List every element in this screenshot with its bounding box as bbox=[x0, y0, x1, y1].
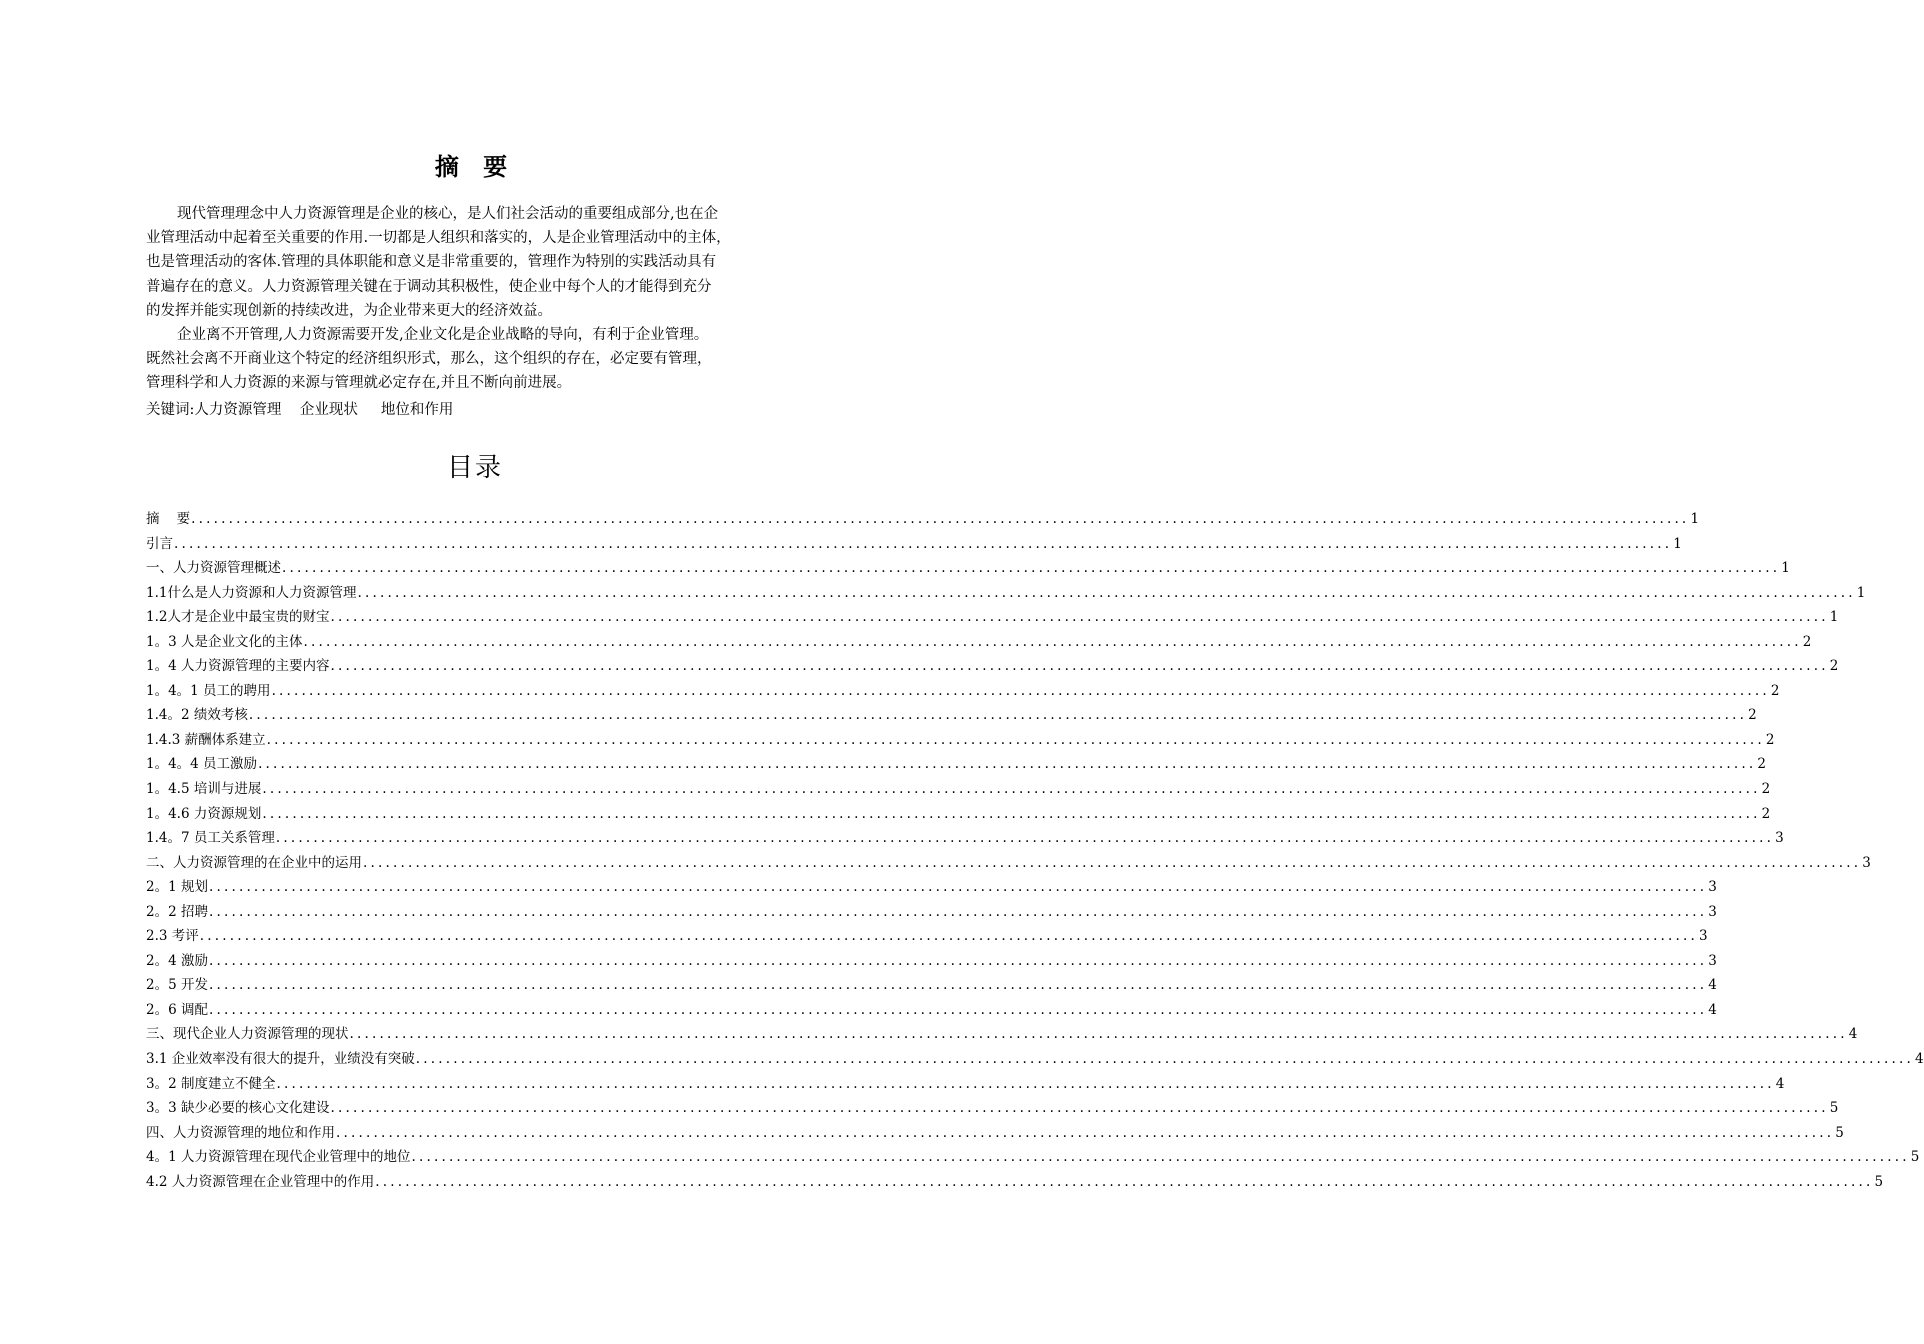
toc-entry-title: 1.4。7 员工关系管理 bbox=[146, 830, 275, 847]
toc-entry-title: 1.2人才是企业中最宝贵的财宝 bbox=[146, 609, 330, 626]
toc-entry[interactable] bbox=[146, 900, 1717, 925]
toc-entry-title: 1。4。4 员工激励 bbox=[146, 756, 258, 773]
toc-entry-title: 四、人力资源管理的地位和作用 bbox=[146, 1124, 335, 1141]
toc-entry[interactable] bbox=[146, 777, 1771, 802]
toc-entry[interactable] bbox=[146, 1170, 1884, 1195]
toc-entry-page: 3 bbox=[1699, 928, 1708, 945]
toc-entry-title: 1。4。1 员工的聘用 bbox=[146, 682, 271, 699]
toc-entry-title: 2。5 开发 bbox=[146, 977, 208, 994]
toc-leader-dots: ........................................................................................................................................................................................................ bbox=[330, 1100, 1829, 1117]
toc-entry-title: 1。4.6 力资源规划 bbox=[146, 805, 262, 822]
toc-leader-dots: ........................................................................................................................................................................................................ bbox=[208, 952, 1708, 969]
toc-entry-title: 引言 bbox=[146, 535, 173, 552]
toc-leader-dots: ........................................................................................................................................................................................................ bbox=[330, 658, 1829, 675]
toc-leader-dots: ........................................................................................................................................................................................................ bbox=[330, 609, 1829, 626]
toc-entry-title: 一、人力资源管理概述 bbox=[146, 560, 281, 577]
abstract-line: 现代管理理念中人力资源管理是企业的核心，是人们社会活动的重要组成部分,也在企 bbox=[177, 206, 719, 222]
toc-entry[interactable] bbox=[146, 924, 1708, 949]
toc-entry-page: 1 bbox=[1673, 535, 1682, 552]
abstract-title: 摘 要 bbox=[434, 153, 516, 181]
toc-entry[interactable] bbox=[146, 1072, 1785, 1097]
toc-entry-page: 2 bbox=[1765, 731, 1775, 748]
toc-entry-title: 2。2 招聘 bbox=[146, 903, 208, 920]
toc-entry-page: 1 bbox=[1829, 609, 1839, 626]
toc-leader-dots: ........................................................................................................................................................................................................ bbox=[208, 977, 1708, 994]
toc-entry-title: 3.1 企业效率没有很大的提升，业绩没有突破 bbox=[146, 1051, 415, 1068]
toc-entry-page: 3 bbox=[1708, 952, 1717, 969]
toc-entry[interactable] bbox=[146, 802, 1771, 827]
toc-leader-dots: ........................................................................................................................................................................................................ bbox=[258, 756, 1757, 773]
toc-leader-dots: ........................................................................................................................................................................................................ bbox=[199, 928, 1699, 945]
abstract-line: 企业离不开管理,人力资源需要开发,企业文化是企业战略的导向，有利于企业管理。 bbox=[177, 326, 709, 343]
toc-entry-title: 4.2 人力资源管理在企业管理中的作用 bbox=[146, 1173, 375, 1190]
toc-entry-page: 2 bbox=[1761, 805, 1771, 822]
toc-entry[interactable] bbox=[146, 556, 1790, 581]
toc-leader-dots: ........................................................................................................................................................................................................ bbox=[282, 560, 1781, 577]
toc-entry-title: 摘 要 bbox=[146, 511, 191, 527]
abstract-line: 的发挥并能实现创新的持续改进，为企业带来更大的经济效益。 bbox=[146, 302, 552, 319]
toc-entry-page: 2 bbox=[1802, 633, 1812, 650]
toc-leader-dots: ........................................................................................................................................................................................................ bbox=[262, 781, 1761, 798]
toc-entry[interactable] bbox=[146, 875, 1717, 900]
toc-entry[interactable] bbox=[146, 532, 1682, 557]
abstract-body bbox=[146, 202, 814, 396]
toc-leader-dots: ........................................................................................................................................................................................................ bbox=[411, 1149, 1910, 1166]
keywords-line: 关键词:人力资源管理 企业现状 地位和作用 bbox=[146, 402, 454, 418]
toc-leader-dots: ........................................................................................................................................................................................................ bbox=[349, 1026, 1848, 1043]
toc-entry[interactable] bbox=[146, 973, 1717, 998]
toc-entry-title: 二、人力资源管理的在企业中的运用 bbox=[146, 854, 362, 871]
toc-entry-title: 1.4.3 薪酬体系建立 bbox=[146, 731, 266, 748]
toc-entry-page: 5 bbox=[1910, 1149, 1920, 1166]
toc-entry-title: 3。2 制度建立不健全 bbox=[146, 1075, 276, 1092]
toc-entry[interactable] bbox=[146, 703, 1757, 728]
toc-entry[interactable] bbox=[146, 654, 1839, 679]
toc-entry-page: 5 bbox=[1874, 1173, 1884, 1190]
toc-leader-dots: ........................................................................................................................................................................................................ bbox=[208, 1001, 1708, 1018]
toc-leader-dots: ........................................................................................................................................................................................................ bbox=[266, 731, 1765, 748]
toc-entry-page: 4 bbox=[1708, 1001, 1717, 1018]
toc-entry-page: 4 bbox=[1848, 1026, 1858, 1043]
toc-leader-dots: ........................................................................................................................................................................................................ bbox=[415, 1051, 1915, 1068]
toc-leader-dots: ........................................................................................................................................................................................................ bbox=[375, 1173, 1874, 1190]
toc-entry[interactable] bbox=[146, 1022, 1858, 1047]
abstract-line: 普遍存在的意义。人力资源管理关键在于调动其积极性，使企业中每个人的才能得到充分 bbox=[146, 278, 712, 295]
toc-entry[interactable] bbox=[146, 1096, 1839, 1121]
toc-entry[interactable] bbox=[146, 1121, 1844, 1146]
toc-title: 目录 bbox=[446, 453, 503, 483]
toc-entry-title: 1.1什么是人力资源和人力资源管理 bbox=[146, 584, 357, 601]
table-of-contents bbox=[146, 507, 1924, 1194]
toc-entry-page: 3 bbox=[1862, 854, 1871, 871]
toc-leader-dots: ........................................................................................................................................................................................................ bbox=[357, 584, 1856, 601]
toc-entry[interactable] bbox=[146, 679, 1780, 704]
toc-leader-dots: ........................................................................................................................................................................................................ bbox=[174, 535, 1673, 552]
toc-entry-page: 2 bbox=[1748, 707, 1757, 724]
toc-entry[interactable] bbox=[146, 752, 1766, 777]
toc-entry-page: 2 bbox=[1770, 682, 1780, 699]
abstract-line: 业管理活动中起着至关重要的作用.一切都是人组织和落实的，人是企业管理活动中的主体， bbox=[146, 230, 731, 247]
toc-entry[interactable] bbox=[146, 507, 1700, 532]
toc-leader-dots: ........................................................................................................................................................................................................ bbox=[275, 830, 1775, 847]
toc-entry[interactable] bbox=[146, 1145, 1920, 1170]
toc-leader-dots: ........................................................................................................................................................................................................ bbox=[363, 854, 1862, 871]
toc-leader-dots: ........................................................................................................................................................................................................ bbox=[276, 1075, 1775, 1092]
abstract-line: 也是管理活动的客体.管理的具体职能和意义是非常重要的，管理作为特别的实践活动具有 bbox=[146, 254, 717, 271]
toc-leader-dots: ........................................................................................................................................................................................................ bbox=[208, 903, 1708, 920]
toc-entry-page: 5 bbox=[1829, 1100, 1839, 1117]
toc-leader-dots: ........................................................................................................................................................................................................ bbox=[262, 805, 1761, 822]
toc-entry-page: 2 bbox=[1829, 658, 1839, 675]
toc-leader-dots: ........................................................................................................................................................................................................ bbox=[191, 511, 1690, 527]
toc-entry[interactable] bbox=[146, 605, 1839, 630]
toc-entry[interactable] bbox=[146, 998, 1717, 1023]
toc-leader-dots: ........................................................................................................................................................................................................ bbox=[303, 633, 1802, 650]
toc-entry-title: 1。3 人是企业文化的主体 bbox=[146, 633, 303, 650]
toc-entry-page: 1 bbox=[1856, 584, 1866, 601]
toc-entry-title: 三、现代企业人力资源管理的现状 bbox=[146, 1026, 349, 1043]
toc-entry-title: 1.4。2 绩效考核 bbox=[146, 707, 248, 724]
toc-entry[interactable] bbox=[146, 728, 1775, 753]
toc-entry-page: 3 bbox=[1708, 879, 1717, 896]
toc-entry-title: 2。6 调配 bbox=[146, 1001, 208, 1018]
toc-entry-page: 4 bbox=[1708, 977, 1717, 994]
toc-entry-page: 2 bbox=[1757, 756, 1766, 773]
toc-entry-page: 1 bbox=[1781, 560, 1790, 577]
toc-entry-title: 4。1 人力资源管理在现代企业管理中的地位 bbox=[146, 1149, 411, 1166]
toc-entry-page: 4 bbox=[1775, 1075, 1785, 1092]
toc-entry-title: 2。4 激励 bbox=[146, 952, 208, 969]
abstract-line: 既然社会离不开商业这个特定的经济组织形式，那么，这个组织的存在，必定要有管理， bbox=[146, 351, 712, 368]
toc-entry[interactable] bbox=[146, 1047, 1924, 1072]
toc-entry-title: 2。1 规划 bbox=[146, 879, 208, 896]
toc-entry[interactable] bbox=[146, 581, 1866, 606]
toc-entry-title: 2.3 考评 bbox=[146, 928, 199, 945]
toc-entry-page: 3 bbox=[1775, 830, 1784, 847]
toc-entry-page: 1 bbox=[1690, 511, 1700, 527]
toc-entry-title: 3。3 缺少必要的核心文化建设 bbox=[146, 1100, 330, 1117]
abstract-line: 管理科学和人力资源的来源与管理就必定存在,并且不断向前进展。 bbox=[146, 375, 572, 392]
toc-leader-dots: ........................................................................................................................................................................................................ bbox=[271, 682, 1770, 699]
toc-entry[interactable] bbox=[146, 630, 1812, 655]
toc-entry-page: 5 bbox=[1835, 1124, 1844, 1141]
toc-entry[interactable] bbox=[146, 949, 1717, 974]
toc-entry-title: 1。4 人力资源管理的主要内容 bbox=[146, 658, 330, 675]
toc-entry-page: 3 bbox=[1708, 903, 1717, 920]
toc-entry-page: 4 bbox=[1915, 1051, 1924, 1068]
toc-entry[interactable] bbox=[146, 826, 1784, 851]
toc-entry[interactable] bbox=[146, 851, 1871, 876]
toc-leader-dots: ........................................................................................................................................................................................................ bbox=[336, 1124, 1835, 1141]
toc-leader-dots: ........................................................................................................................................................................................................ bbox=[248, 707, 1748, 724]
toc-leader-dots: ........................................................................................................................................................................................................ bbox=[208, 879, 1708, 896]
toc-entry-page: 2 bbox=[1761, 781, 1771, 798]
toc-entry-title: 1。4.5 培训与进展 bbox=[146, 781, 262, 798]
